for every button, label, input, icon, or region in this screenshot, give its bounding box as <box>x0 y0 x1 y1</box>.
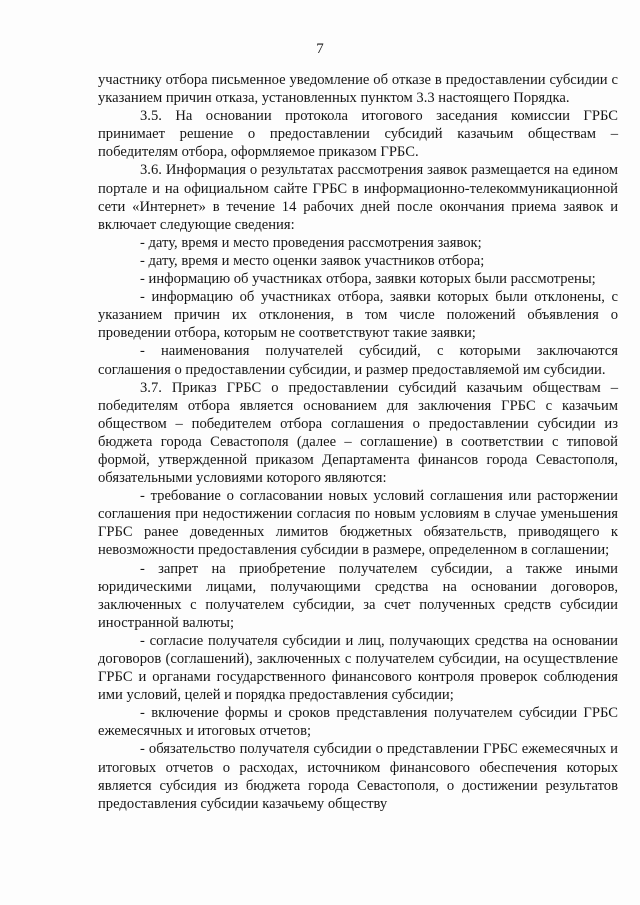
paragraph: 3.5. На основании протокола итогового заседания комиссии ГРБС принимает решение о предоставлении субсидий казачьим обществам – победителям отбора, оформляемое приказом ГРБС. <box>98 108 618 161</box>
paragraph: - информацию об участниках отбора, заявки которых были рассмотрены; <box>140 271 596 288</box>
paragraph: - обязательство получателя субсидии о представлении ГРБС ежемесячных и итоговых отчетов о расходах, источником финансового обеспечения которых является субсидия из бюджета города Севастополя, о достижении результатов предоставления субсидии казачьему обществу <box>98 741 618 812</box>
document-body <box>98 71 618 813</box>
paragraph: - наименования получателей субсидий, с которыми заключаются соглашения о предоставлении субсидии, и размер предоставляемой им субсидии. <box>98 343 618 378</box>
paragraph: 3.7. Приказ ГРБС о предоставлении субсидий казачьим обществам – победителям отбора является основанием для заключения ГРБС с казачьим обществом – победителем отбора соглашения о предоставлении субсидии из бюджета города Севастополя (далее – соглашение) в соответствии с типовой формой, утвержденной приказом Департамента финансов города Севастополя, обязательными условиями которого являются: <box>98 379 618 487</box>
paragraph: участнику отбора письменное уведомление об отказе в предоставлении субсидии с указанием причин отказа, установленных пунктом 3.3 настоящего Порядка. <box>98 72 618 107</box>
paragraph: - согласие получателя субсидии и лиц, получающих средства на основании договоров (соглашений), заключенных с получателем субсидии, на осуществление ГРБС и органами государственного финансового контроля проверок соблюдения ими условий, целей и порядка предоставления субсидии; <box>98 632 618 704</box>
page-number: 7 <box>316 41 324 57</box>
paragraph: - включение формы и сроков представления получателем субсидии ГРБС ежемесячных и итоговых отчетов; <box>98 705 618 740</box>
paragraph: - дату, время и место проведения рассмотрения заявок; <box>140 234 482 251</box>
paragraph: - дату, время и место оценки заявок участников отбора; <box>140 252 485 269</box>
paragraph: - информацию об участниках отбора, заявки которых были отклонены, с указанием причин их отклонения, в том числе положений объявления о проведении отбора, которым не соответствуют такие заявки; <box>98 289 618 342</box>
paragraph: - запрет на приобретение получателем субсидии, а также иными юридическими лицами, получающими средства на основании договоров, заключенных с получателем субсидии, за счет полученных средств субсидии иностранной валюты; <box>98 560 618 631</box>
paragraph: - требование о согласовании новых условий соглашения или расторжении соглашения при недостижении согласия по новым условиям в случае уменьшения ГРБС ранее доведенных лимитов бюджетных обязательств, приводящего к невозможности предоставления субсидии в размере, определенном в соглашении; <box>98 488 618 559</box>
paragraph: 3.6. Информация о результатах рассмотрения заявок размещается на едином портале и на официальном сайте ГРБС в информационно-телекоммуникационной сети «Интернет» в течение 14 рабочих дней после окончания приема заявок и включает следующие сведения: <box>98 162 618 233</box>
